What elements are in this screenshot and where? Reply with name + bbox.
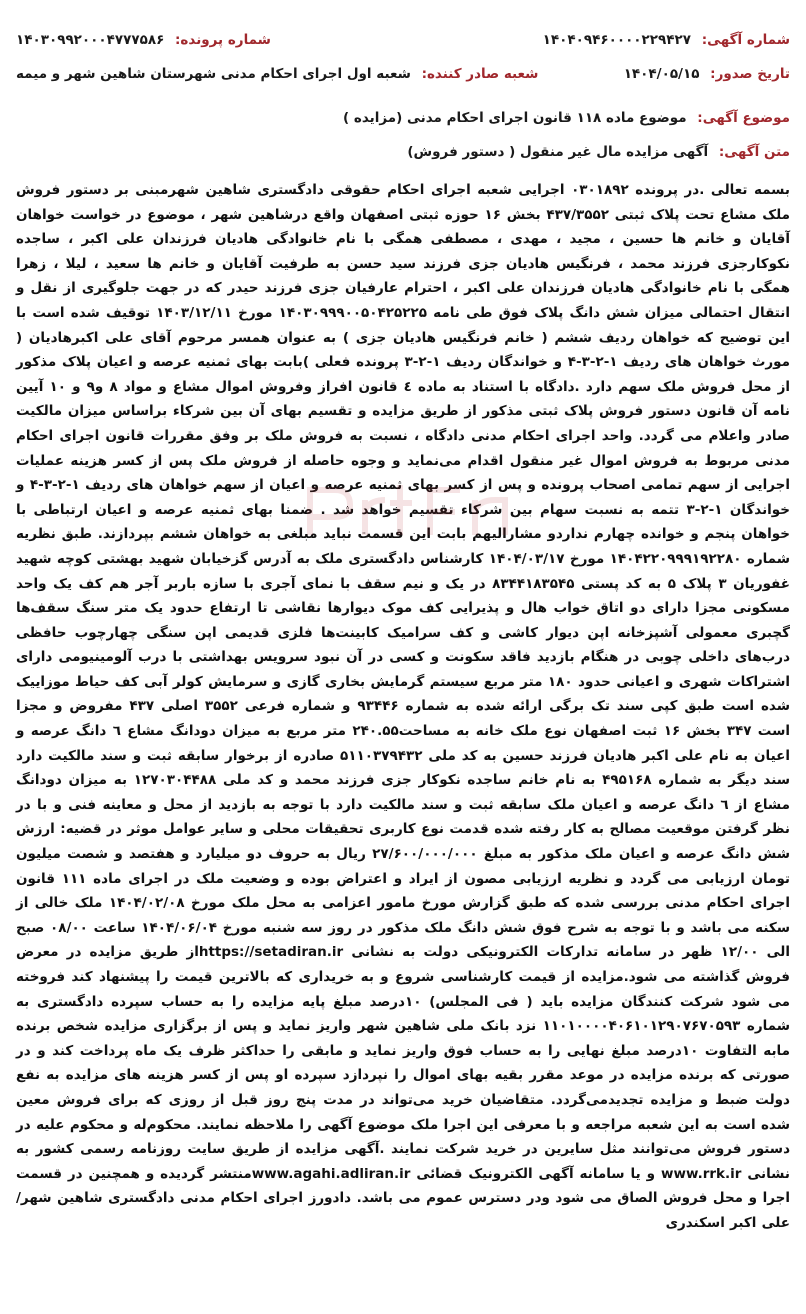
notice-number-label: شماره آگهی: bbox=[701, 32, 790, 48]
issue-date-value: ۱۴۰۴/۰۵/۱۵ bbox=[623, 66, 700, 82]
notice-text-heading: آگهی مزایده مال غیر منقول ( دستور فروش) bbox=[407, 144, 709, 160]
meta-row-second bbox=[16, 64, 790, 84]
issue-date-label: تاریخ صدور: bbox=[710, 66, 790, 82]
case-number-value: ۱۴۰۳۰۹۹۲۰۰۰۴۷۷۷۵۸۶ bbox=[16, 32, 165, 48]
issue-date bbox=[624, 64, 790, 84]
case-number bbox=[16, 30, 271, 50]
notice-text-title bbox=[16, 142, 790, 162]
notice-subject-label: موضوع آگهی: bbox=[697, 110, 790, 126]
notice-body: بسمه تعالی .در پرونده ۰۳۰۱۸۹۲ اجرایی شعبه اجرای احکام حقوقی دادگستری شاهین شهرمبنی بر دستور فروش ملک مشاع تحت پلاک ثبتی ۴۳۷/۳۵۵۲ بخش ۱۶ حوزه ثبتی اصفهان واقع درشاهین شهر ، موضوع در خواست خواهان آقایان و خانم ها حسین ، مجید ، مهدی ، مصطفی همگی با نام خانوادگی هادیان فرزندان علی اکبر ، ساجده نکوکارجزی فرزند محمد ، فرنگیس هادیان جزی فرزند سید حسن به طرفیت آقایان و خانم ها سعید ، لیلا ، زهرا همگی با نام خانوادگی هادیان فرزندان علی اکبر ، احترام عارفیان جزی فرزند حیدر که در جهت جلوگیری از نقل و انتقال احتمالی میزان شش دانگ پلاک فوق طی نامه ۱۴۰۳۰۹۹۹۰۰۵۰۴۲۵۲۲۵ مورخ ۱۴۰۳/۱۲/۱۱ توقیف شده است با این توضیح که خواهان ردیف ششم ( خانم فرنگیس هادیان جزی ) به عنوان همسر مرحوم آقای علی اکبرهادیان ( مورث خواهان های ردیف ۱-۲-۳-۴ و خواندگان ردیف ۱-۲-۳ پرونده فعلی )بابت بهای ثمنیه عرصه و اعیان پلاک مذکور از محل فروش ملک سهم دارد .دادگاه با استناد به ماده ٤ قانون افراز وفروش اموال مشاع و مواد ۸ و۹ و ۱۰ آیین نامه آن قانون دستور فروش پلاک ثبتی مذکور از طریق مزایده و تقسیم بهای آن بین شرکاء براساس میزان مالکیت صادر واعلام می گردد. واحد اجرای احکام مدنی دادگاه ، نسبت به فروش ملک بر وفق مقررات قانون اجرای احکام مدنی مربوط به فروش اموال غیر منقول اقدام می‌نماید و وجوه حاصله از فروش ملک پس از کسر هزینه عملیات اجرایی از سهم تمامی اصحاب پرونده و پس از کسر بهای ثمنیه عرصه و اعیان از سهم خواهان های ردیف ۱-۲-۳-۴ و خواندگان ۱-۲-۳ تتمه به نسبت سهام بین شرکاء تقسیم خواهد شد . ضمنا بهای ثمنیه عرصه و اعیان ارتباطی با خواهان پنجم و خوانده چهارم نداردو مشارالیهم بابت این قسمت نباید مبلغی به خواهان ششم بپردازند. طبق نظریه شماره ۱۴۰۴۲۲۰۹۹۹۱۹۲۲۸۰ مورخ ۱۴۰۴/۰۳/۱۷ کارشناس دادگستری ملک به آدرس گزخیابان شهید بهشتی کوچه شهید غفوریان ۳ پلاک ۵ به کد پستی ۸۳۴۴۱۸۳۵۴۵ در یک و نیم سقف با نمای آجری با سازه باربر آجر هم کف یک واحد مسکونی مجزا دارای دو اتاق خواب هال و پذیرایی کف موک دیوارها نقاشی تا ارتفاع حدود یک متر سنگ سقف‌ها گچبری معمولی آشپزخانه اپن دیوار کاشی و کف سرامیک کابینت‌ها فلزی قدیمی اپن سنگی چهارچوب حافظی درب‌های داخلی چوبی در هنگام بازدید فاقد سکونت و کسی در آن نبود سرویس بهداشتی با درب آلومینیومی دارای اشتراکات شهری و اعیانی حدود ۱۸۰ متر مربع سیستم گرمایش بخاری گازی و سرمایش کولر آبی کف حیاط موزاییک شده است طبق کپی سند تک برگی ارائه شده به شماره ۹۳۴۴۶ و شماره فرعی ۳۵۵۲ اصلی ۴۳۷ مفروض و مجزا است ۳۴۷ بخش ۱۶ ثبت اصفهان نوع ملک خانه به مساحت۲۴۰.۵۵ متر مربع به میزان دودانگ مشاع ٦ دانگ عرصه و اعیان به نام علی اکبر هادیان فرزند حسین به کد ملی ۵۱۱۰۳۷۹۴۳۲ صادره از برخوار سابقه ثبت و سند مالکیت دارد سند دیگر به شماره ۴۹۵۱۶۸ به نام خانم ساجده نکوکار جزی فرزند محمد و کد ملی ۱۲۷۰۳۰۴۴۸۸ به میزان دودانگ مشاع از ٦ دانگ عرصه و اعیان ملک سابقه ثبت و سند مالکیت دارد با توجه به بازدید از محل و معاینه فنی و با در نظر گرفتن موقعیت مصالح به کار رفته شده قدمت نوع کاربری تحقیقات محلی و سایر عوامل موثر در قضیه: ارزش شش دانگ عرصه و اعیان ملک مذکور به مبلغ ۲۷/۶۰۰/۰۰۰/۰۰۰ ریال به حروف دو میلیارد و هفتصد و شصت میلیون تومان ارزیابی می گردد و نظریه ارزیابی مصون از ایراد و اعتراض بوده و وضعیت ملک در اجرای ماده ۱۱۱ قانون اجرای احکام مدنی بررسی شده که طبق گزارش مورخ مامور اعزامی به محل ملک مورخ ۱۴۰۴/۰۲/۰۸ ملک خالی از سکنه می باشد و با توجه به شرح فوق شش دانگ ملک مذکور در روز سه شنبه مورخ ۱۴۰۴/۰۶/۰۴ ساعت ۰۸/۰۰ صبح الی ۱۲/۰۰ ظهر در سامانه تدارکات الکترونیکی دولت به نشانی https://setadiran.irاز طریق مزایده در معرض فروش گذاشته می شود.مزایده از قیمت کارشناسی شروع و به خریداری که بالاترین قیمت را پیشنهاد کند فروخته می شود شرکت کنندگان مزایده باید ( فی المجلس) ۱۰درصد مبلغ پایه مزایده را به حساب سپرده دادگستری به شماره ۱۱۰۱۰۰۰۰۴۰۶۱۰۱۲۹۰۷۶۷۰۵۹۳ نزد بانک ملی شاهین شهر واریز نماید و پس از برگزاری مزایده شخص برنده مابه التفاوت ۱۰درصد مبلغ نهایی را به حساب فوق واریز نماید و مابقی را حداکثر ظرف یک ماه پرداخت کند و در صورتی که برنده مزایده در موعد مقرر بقیه بهای اموال را نپردازد سپرده او پس از کسر هزینه های مزایده به نفع دولت ضبط و مزایده تجدیدمی‌گردد. متقاضیان خرید می‌تواند در مدت پنج روز قبل از روزی که برای فروش معین شده است به این شعبه مراجعه و با معرفی این اجرا ملک موضوع آگهی را ملاحظه نمایند. محکوم‌له و محکوم علیه در دستور فروش می‌توانند مثل سایرین در خرید شرکت نمایند .آگهی مزایده از طریق سایت روزنامه رسمی کشور به نشانی www.rrk.ir و یا سامانه آگهی الکترونیک قضائی www.agahi.adliran.irمنتشر گردیده و همچنین در قسمت اجرا و محل فروش الصاق می شود ودر دسترس عموم می باشد. دادورز اجرای احکام مدنی دادگستری شاهین شهر/علی اکبر اسکندری bbox=[16, 182, 791, 1231]
notice-text-label: متن آگهی: bbox=[718, 144, 790, 160]
issuing-branch-value: شعبه اول اجرای احکام مدنی شهرستان شاهین شهر و میمه bbox=[16, 66, 411, 82]
notice-subject bbox=[16, 108, 790, 128]
notice-subject-value: موضوع ماده ۱۱۸ قانون اجرای احکام مدنی (مزایده ) bbox=[343, 110, 687, 126]
notice-number-value: ۱۴۰۴۰۹۴۶۰۰۰۰۲۲۹۴۲۷ bbox=[542, 32, 691, 48]
case-number-label: شماره پرونده: bbox=[175, 32, 271, 48]
issuing-branch bbox=[16, 64, 538, 84]
meta-row-top bbox=[16, 30, 790, 50]
issuing-branch-label: شعبه صادر کننده: bbox=[421, 66, 539, 82]
notice-number bbox=[543, 30, 790, 50]
